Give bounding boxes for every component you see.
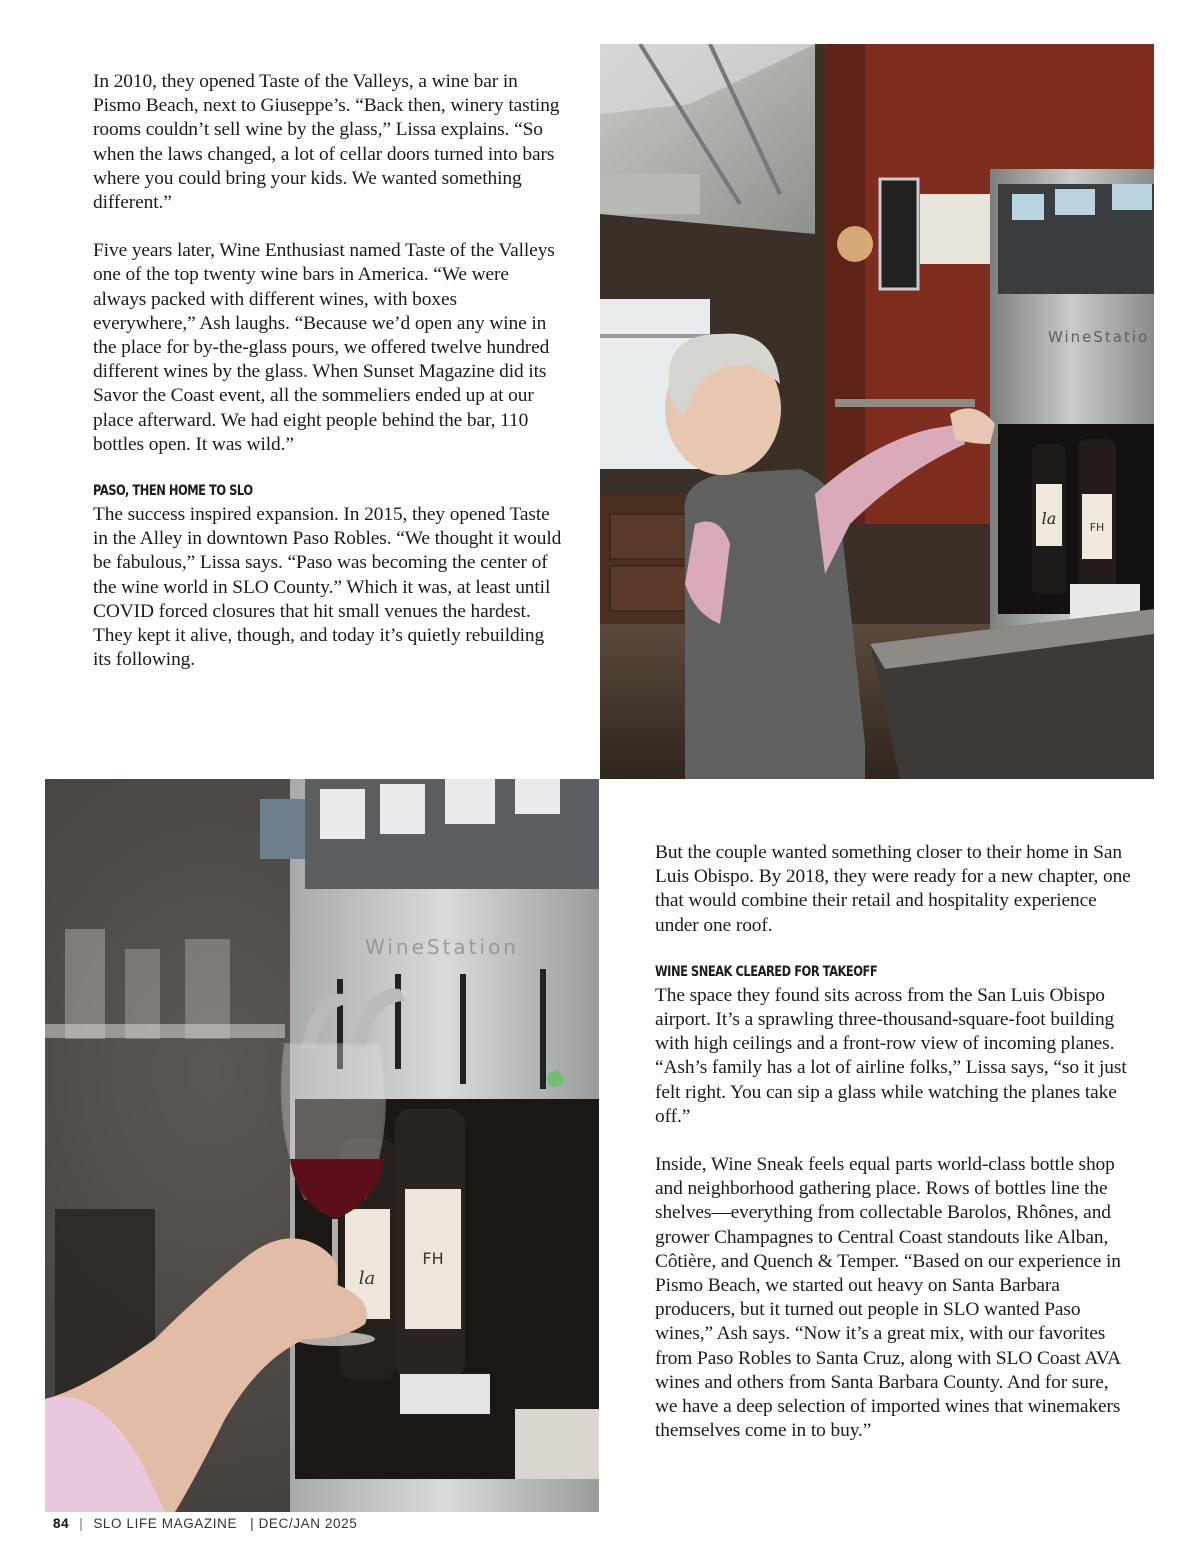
paragraph: But the couple wanted something closer to their home in San Luis Obispo. By 2018, they were ready for a new chapter, one that would combine their retail and hospitality experience under one roof. [655,842,1131,936]
page-footer [53,1516,357,1531]
article-column-left [93,70,563,672]
bottle-label-text: FH [422,1249,444,1268]
bottle-label-text: FH [1089,521,1105,534]
issue-date: | DEC/JAN 2025 [250,1516,358,1531]
bottle-label-text: la [1041,509,1057,528]
paragraph: Five years later, Wine Enthusiast named Taste of the Valleys one of the top twenty wine bars in America. “We were always packed with different wines, with boxes everywhere,” Ash laughs. “Because we’d open any wine in the place for by-the-glass pours, we offered twelve hundred different wines by the glass. When Sunset Magazine did its Savor the Coast event, all the sommeliers ended up at our place afterward. We had eight people behind the bar, 110 bottles open. It was wild.” [93,240,555,455]
section-subhead: PASO, THEN HOME TO SLO [93,483,253,500]
machine-brand-label: WineStatio [1048,328,1150,346]
paragraph: Inside, Wine Sneak feels equal parts world-class bottle shop and neighborhood gathering place. Rows of bottles line the shelves—everything from collectable Barolos, Rhônes, and grower Champagnes to Central Coast standouts like Alban, Côtière, and Quench & Temper. “Based on our experience in Pismo Beach, we started out heavy on Santa Barbara producers, but it turned out people in SLO wanted Paso wines,” Ash says. “Now it’s a great mix, with our favorites from Paso Robles to Santa Cruz, along with SLO Coast AVA wines and others from Santa Barbara County. And for sure, we have a deep selection of imported wines that winemakers themselves come in to buy.” [655,1154,1121,1442]
photo-pouring-wine-glass [45,779,599,1512]
section-subhead: WINE SNEAK CLEARED FOR TAKEOFF [655,963,878,980]
paragraph: The success inspired expansion. In 2015, they opened Taste in the Alley in downtown Paso Robles. “We thought it would be fabulous,” Lissa says. “Paso was becoming the center of the wine world in SLO County.” Which it was, at least until COVID forced closures that hit small venues the hardest. They kept it alive, though, and today it’s quietly rebuilding its following. [93,504,562,671]
page-number: 84 [53,1516,70,1531]
paragraph: The space they found sits across from the San Luis Obispo airport. It’s a sprawling three-thousand-square-foot building with high ceilings and a front-row view of incoming planes. “Ash’s family has a lot of airline folks,” Lissa says, “so it just felt right. You can sip a glass while watching the planes take off.” [655,984,1127,1127]
article-column-right [655,841,1135,1443]
machine-brand-label: WineStation [365,935,519,959]
photo-woman-at-wine-dispenser [600,44,1154,779]
paragraph: In 2010, they opened Taste of the Valleys, a wine bar in Pismo Beach, next to Giuseppe’s. “Back then, winery tasting rooms couldn’t sell wine by the glass,” Lissa explains. “So when the laws changed, a lot of cellar doors turned into bars where you could bring your kids. We wanted something different.” [93,71,560,214]
bottle-label-text: la [358,1268,376,1289]
footer-separator: | [79,1516,84,1531]
magazine-name: SLO LIFE MAGAZINE [93,1516,238,1531]
